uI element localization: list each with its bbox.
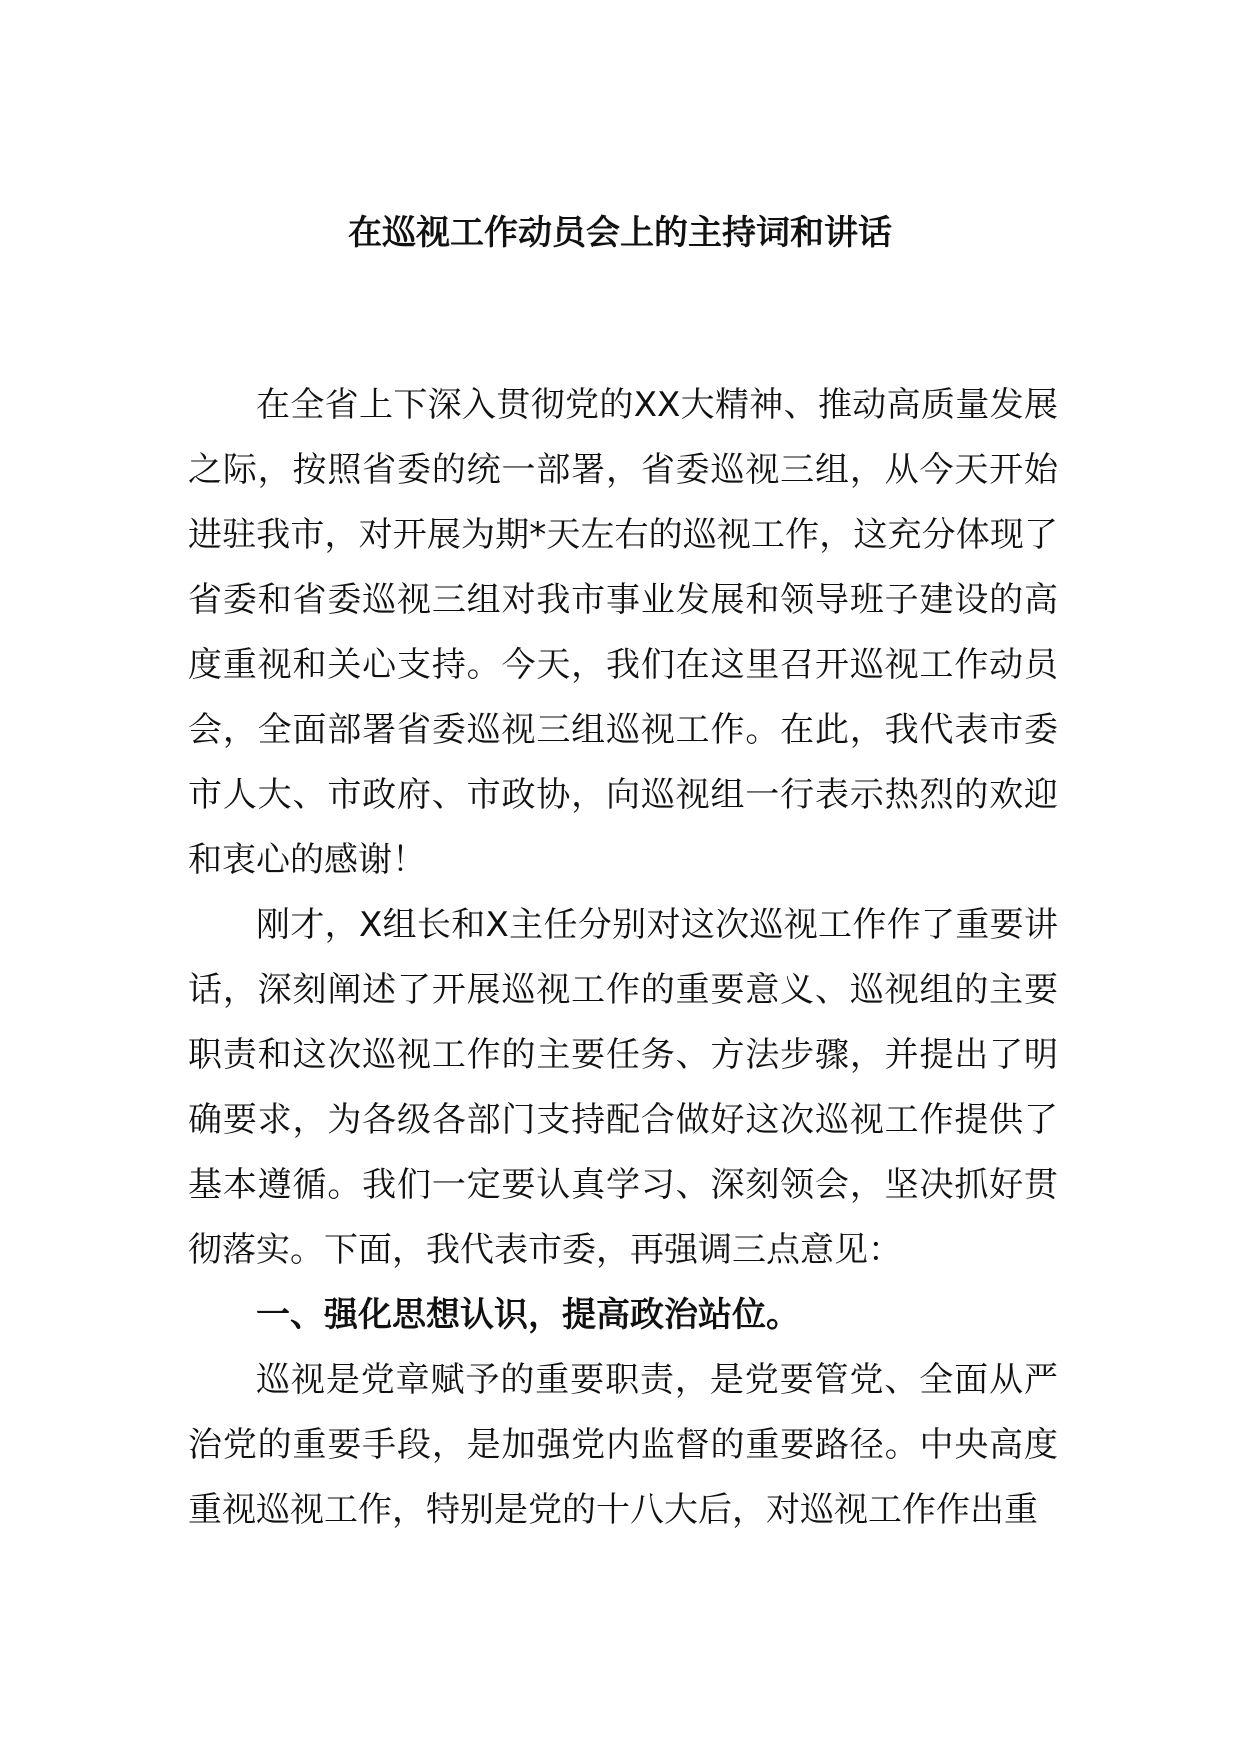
section-heading-1: 一、强化思想认识，提高政治站位。 [256, 1295, 800, 1335]
document-title: 在巡视工作动员会上的主持词和讲话 [348, 213, 892, 253]
document-body [188, 373, 1058, 1543]
paragraph-section-1: 巡视是党章赋予的重要职责，是党要管党、全面从严治党的重要手段，是加强党内监督的重要路径。中央高度重视巡视工作，特别是党的十八大后，对巡视工作作出重 [188, 1360, 1058, 1530]
paragraph-remarks: 刚才，X组长和X主任分别对这次巡视工作作了重要讲话，深刻阐述了开展巡视工作的重要意义、巡视组的主要职责和这次巡视工作的主要任务、方法步骤，并提出了明确要求，为各级各部门支持配合做好这次巡视工作提供了基本遵循。我们一定要认真学习、深刻领会，坚决抓好贯彻落实。下面，我代表市委，再强调三点意见： [188, 905, 1058, 1270]
paragraph-opening: 在全省上下深入贯彻党的XX大精神、推动高质量发展之际，按照省委的统一部署，省委巡视三组，从今天开始进驻我市，对开展为期*天左右的巡视工作，这充分体现了省委和省委巡视三组对我市事业发展和领导班子建设的高度重视和关心支持。今天，我们在这里召开巡视工作动员会，全面部署省委巡视三组巡视工作。在此，我代表市委市人大、市政府、市政协，向巡视组一行表示热烈的欢迎和衷心的感谢！ [188, 385, 1058, 880]
